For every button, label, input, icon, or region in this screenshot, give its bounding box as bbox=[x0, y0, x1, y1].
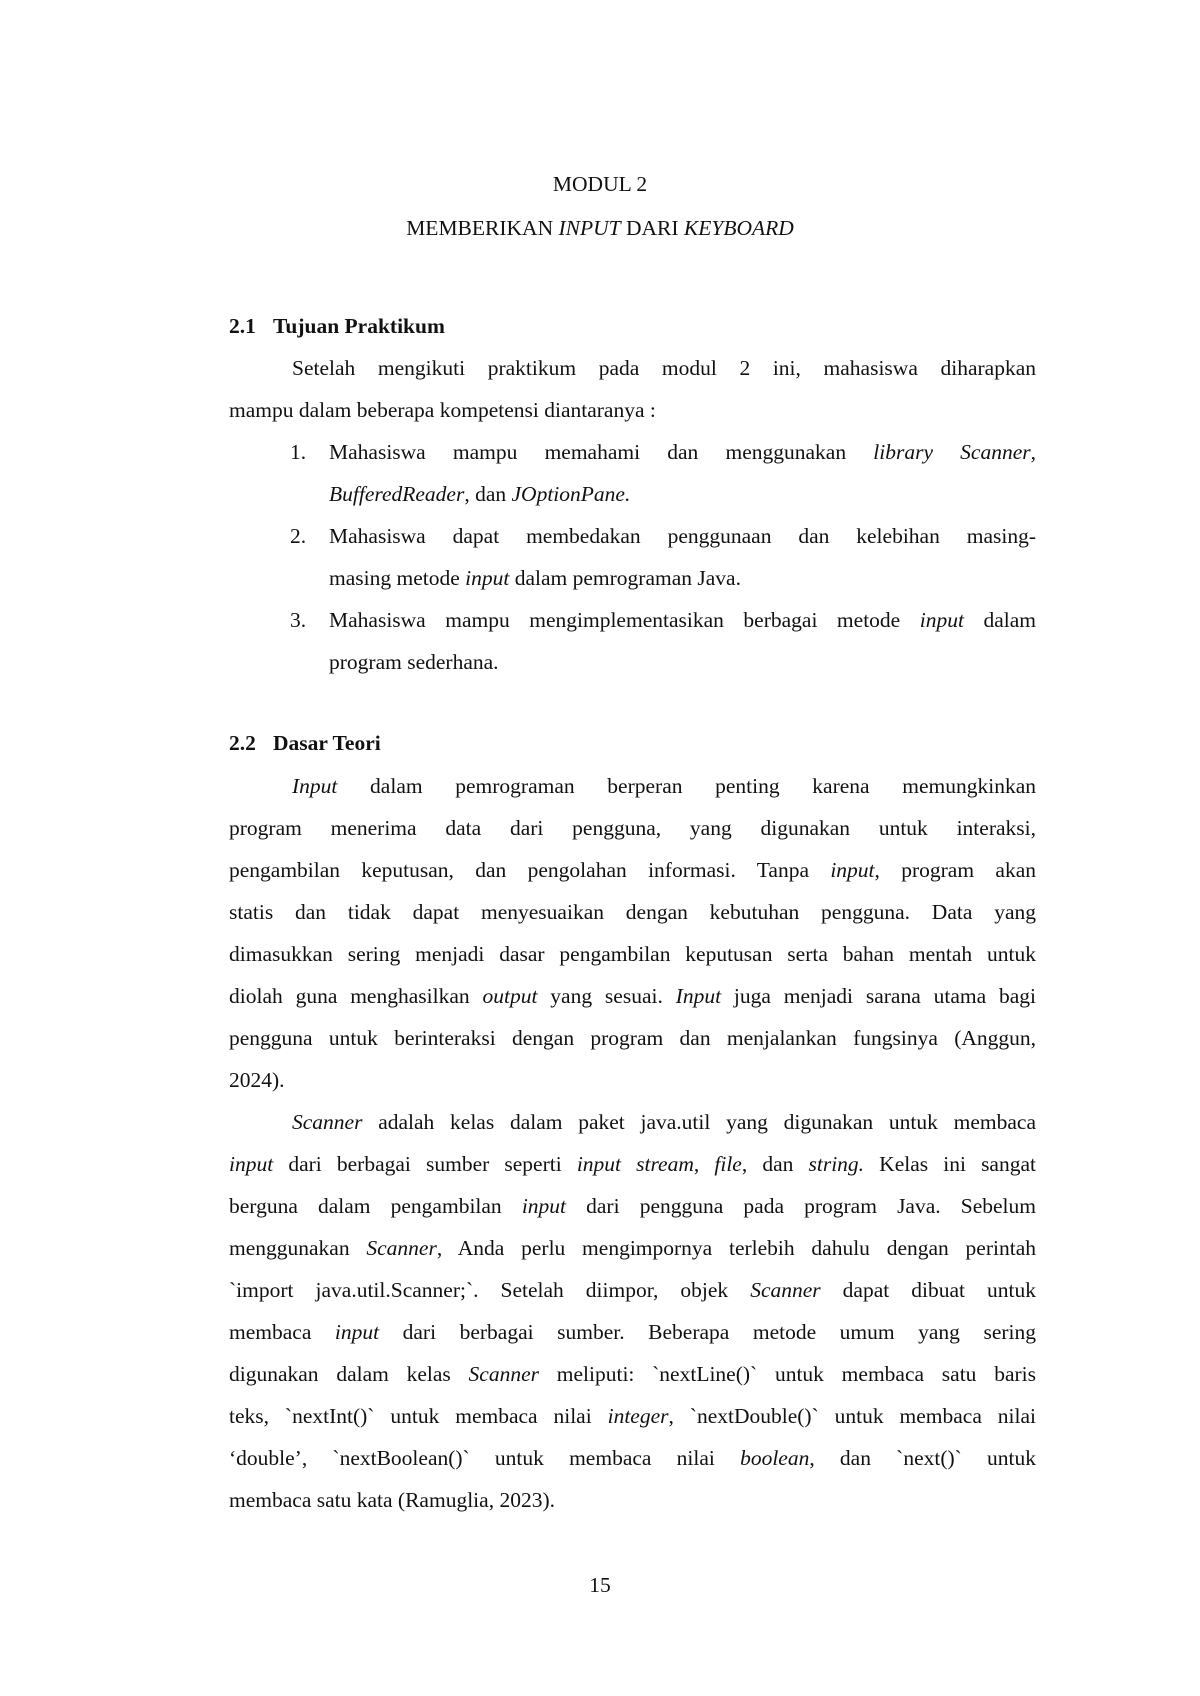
paragraph-line: Scanner adalah kelas dalam paket java.util yang digunakan untuk membaca bbox=[292, 1110, 1036, 1134]
section-title: Tujuan Praktikum bbox=[273, 314, 445, 338]
title-part: MEMBERIKAN bbox=[406, 216, 559, 240]
paragraph-line: 2024). bbox=[229, 1068, 285, 1092]
paragraph-line: dimasukkan sering menjadi dasar pengambilan keputusan serta bahan mentah untuk bbox=[229, 942, 1036, 966]
title-part: DARI bbox=[620, 216, 684, 240]
section-number: 2.2 bbox=[229, 731, 256, 755]
paragraph-line: berguna dalam pengambilan input dari pengguna pada program Java. Sebelum bbox=[229, 1194, 1036, 1218]
module-title bbox=[0, 216, 1200, 241]
paragraph-line: membaca satu kata (Ramuglia, 2023). bbox=[229, 1488, 555, 1512]
paragraph-line: digunakan dalam kelas Scanner meliputi: `nextLine()` untuk membaca satu baris bbox=[229, 1362, 1036, 1386]
list-item-line: Mahasiswa mampu memahami dan menggunakan library Scanner, bbox=[329, 440, 1036, 464]
paragraph-line: ‘double’, `nextBoolean()` untuk membaca nilai boolean, dan `next()` untuk bbox=[229, 1446, 1036, 1470]
list-item-line: masing metode input dalam pemrograman Java. bbox=[329, 566, 741, 590]
paragraph-line: pengambilan keputusan, dan pengolahan informasi. Tanpa input, program akan bbox=[229, 858, 1036, 882]
list-marker: 2. bbox=[290, 524, 307, 548]
section-heading bbox=[229, 731, 381, 756]
paragraph-line: menggunakan Scanner, Anda perlu mengimpornya terlebih dahulu dengan perintah bbox=[229, 1236, 1036, 1260]
list-marker: 3. bbox=[290, 608, 307, 632]
paragraph-line: `import java.util.Scanner;`. Setelah diimpor, objek Scanner dapat dibuat untuk bbox=[229, 1278, 1036, 1302]
paragraph-line: pengguna untuk berinteraksi dengan program dan menjalankan fungsinya (Anggun, bbox=[229, 1026, 1036, 1050]
section-title: Dasar Teori bbox=[273, 731, 381, 755]
section-number: 2.1 bbox=[229, 314, 256, 338]
list-item-line: program sederhana. bbox=[329, 650, 499, 674]
section-heading bbox=[229, 314, 445, 339]
title-part: INPUT bbox=[558, 216, 621, 240]
paragraph-line: Input dalam pemrograman berperan penting karena memungkinkan bbox=[292, 774, 1036, 798]
list-item-line: Mahasiswa mampu mengimplementasikan berbagai metode input dalam bbox=[329, 608, 1036, 632]
list-marker: 1. bbox=[290, 440, 307, 464]
list-item-line: Mahasiswa dapat membedakan penggunaan dan kelebihan masing- bbox=[329, 524, 1036, 548]
paragraph-line: membaca input dari berbagai sumber. Beberapa metode umum yang sering bbox=[229, 1320, 1036, 1344]
paragraph-line: program menerima data dari pengguna, yang digunakan untuk interaksi, bbox=[229, 816, 1036, 840]
paragraph-line: Setelah mengikuti praktikum pada modul 2 ini, mahasiswa diharapkan bbox=[292, 356, 1036, 380]
paragraph-line: mampu dalam beberapa kompetensi diantaranya : bbox=[229, 398, 656, 422]
paragraph-line: teks, `nextInt()` untuk membaca nilai integer, `nextDouble()` untuk membaca nilai bbox=[229, 1404, 1036, 1428]
paragraph-line: diolah guna menghasilkan output yang sesuai. Input juga menjadi sarana utama bagi bbox=[229, 984, 1036, 1008]
title-part: KEYBOARD bbox=[683, 216, 794, 240]
page-number: 15 bbox=[589, 1573, 611, 1597]
module-label: MODUL 2 bbox=[552, 172, 648, 196]
paragraph-line: input dari berbagai sumber seperti input stream, file, dan string. Kelas ini sangat bbox=[229, 1152, 1036, 1176]
paragraph-line: statis dan tidak dapat menyesuaikan dengan kebutuhan pengguna. Data yang bbox=[229, 900, 1036, 924]
list-item-line: BufferedReader, dan JOptionPane. bbox=[329, 482, 631, 506]
